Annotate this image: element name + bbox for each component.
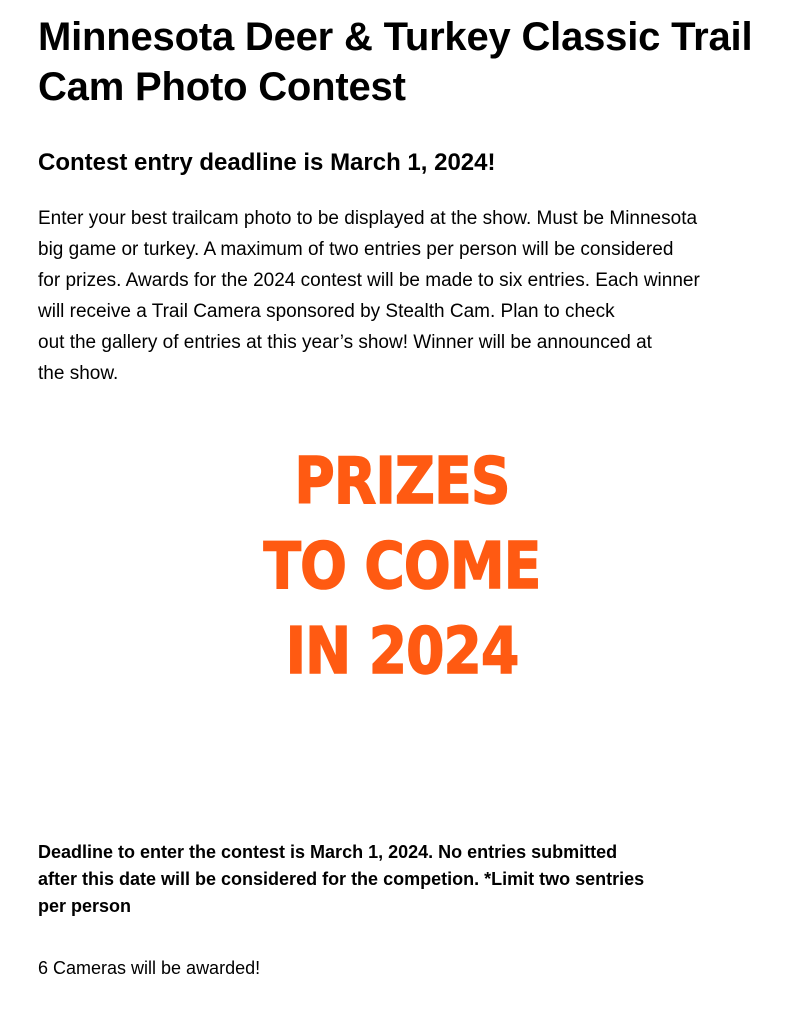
contest-intro-paragraph <box>38 203 768 389</box>
deadline-note <box>38 839 758 920</box>
page-title-line-2: Cam Photo Contest <box>38 65 406 109</box>
intro-line: will receive a Trail Camera sponsored by Stealth Cam. Plan to check <box>38 301 615 322</box>
intro-line: Enter your best trailcam photo to be displayed at the show. Must be Minnesota <box>38 208 698 229</box>
page-title-line-1: Minnesota Deer & Turkey Classic Trail <box>38 15 753 59</box>
prizes-to-come-banner <box>0 440 804 695</box>
intro-line: big game or turkey. A maximum of two entries per person will be considered <box>38 239 674 260</box>
intro-line: the show. <box>38 363 119 384</box>
page-title <box>38 0 778 112</box>
intro-line: out the gallery of entries at this year’s show! Winner will be announced at <box>38 332 652 353</box>
cameras-awarded-note: 6 Cameras will be awarded! <box>38 958 261 978</box>
deadline-note-line: per person <box>38 896 132 916</box>
main-content <box>38 0 778 389</box>
deadline-note-line: after this date will be considered for the competion. *Limit two sentries <box>38 869 645 889</box>
intro-line: for prizes. Awards for the 2024 contest will be made to six entries. Each winner <box>38 270 700 291</box>
banner-line: IN 2024 <box>285 615 519 689</box>
banner-line: TO COME <box>263 530 541 604</box>
banner-line: PRIZES <box>294 445 510 519</box>
deadline-heading: Contest entry deadline is March 1, 2024! <box>38 149 496 176</box>
deadline-note-line: Deadline to enter the contest is March 1, 2024. No entries submitted <box>38 842 618 862</box>
